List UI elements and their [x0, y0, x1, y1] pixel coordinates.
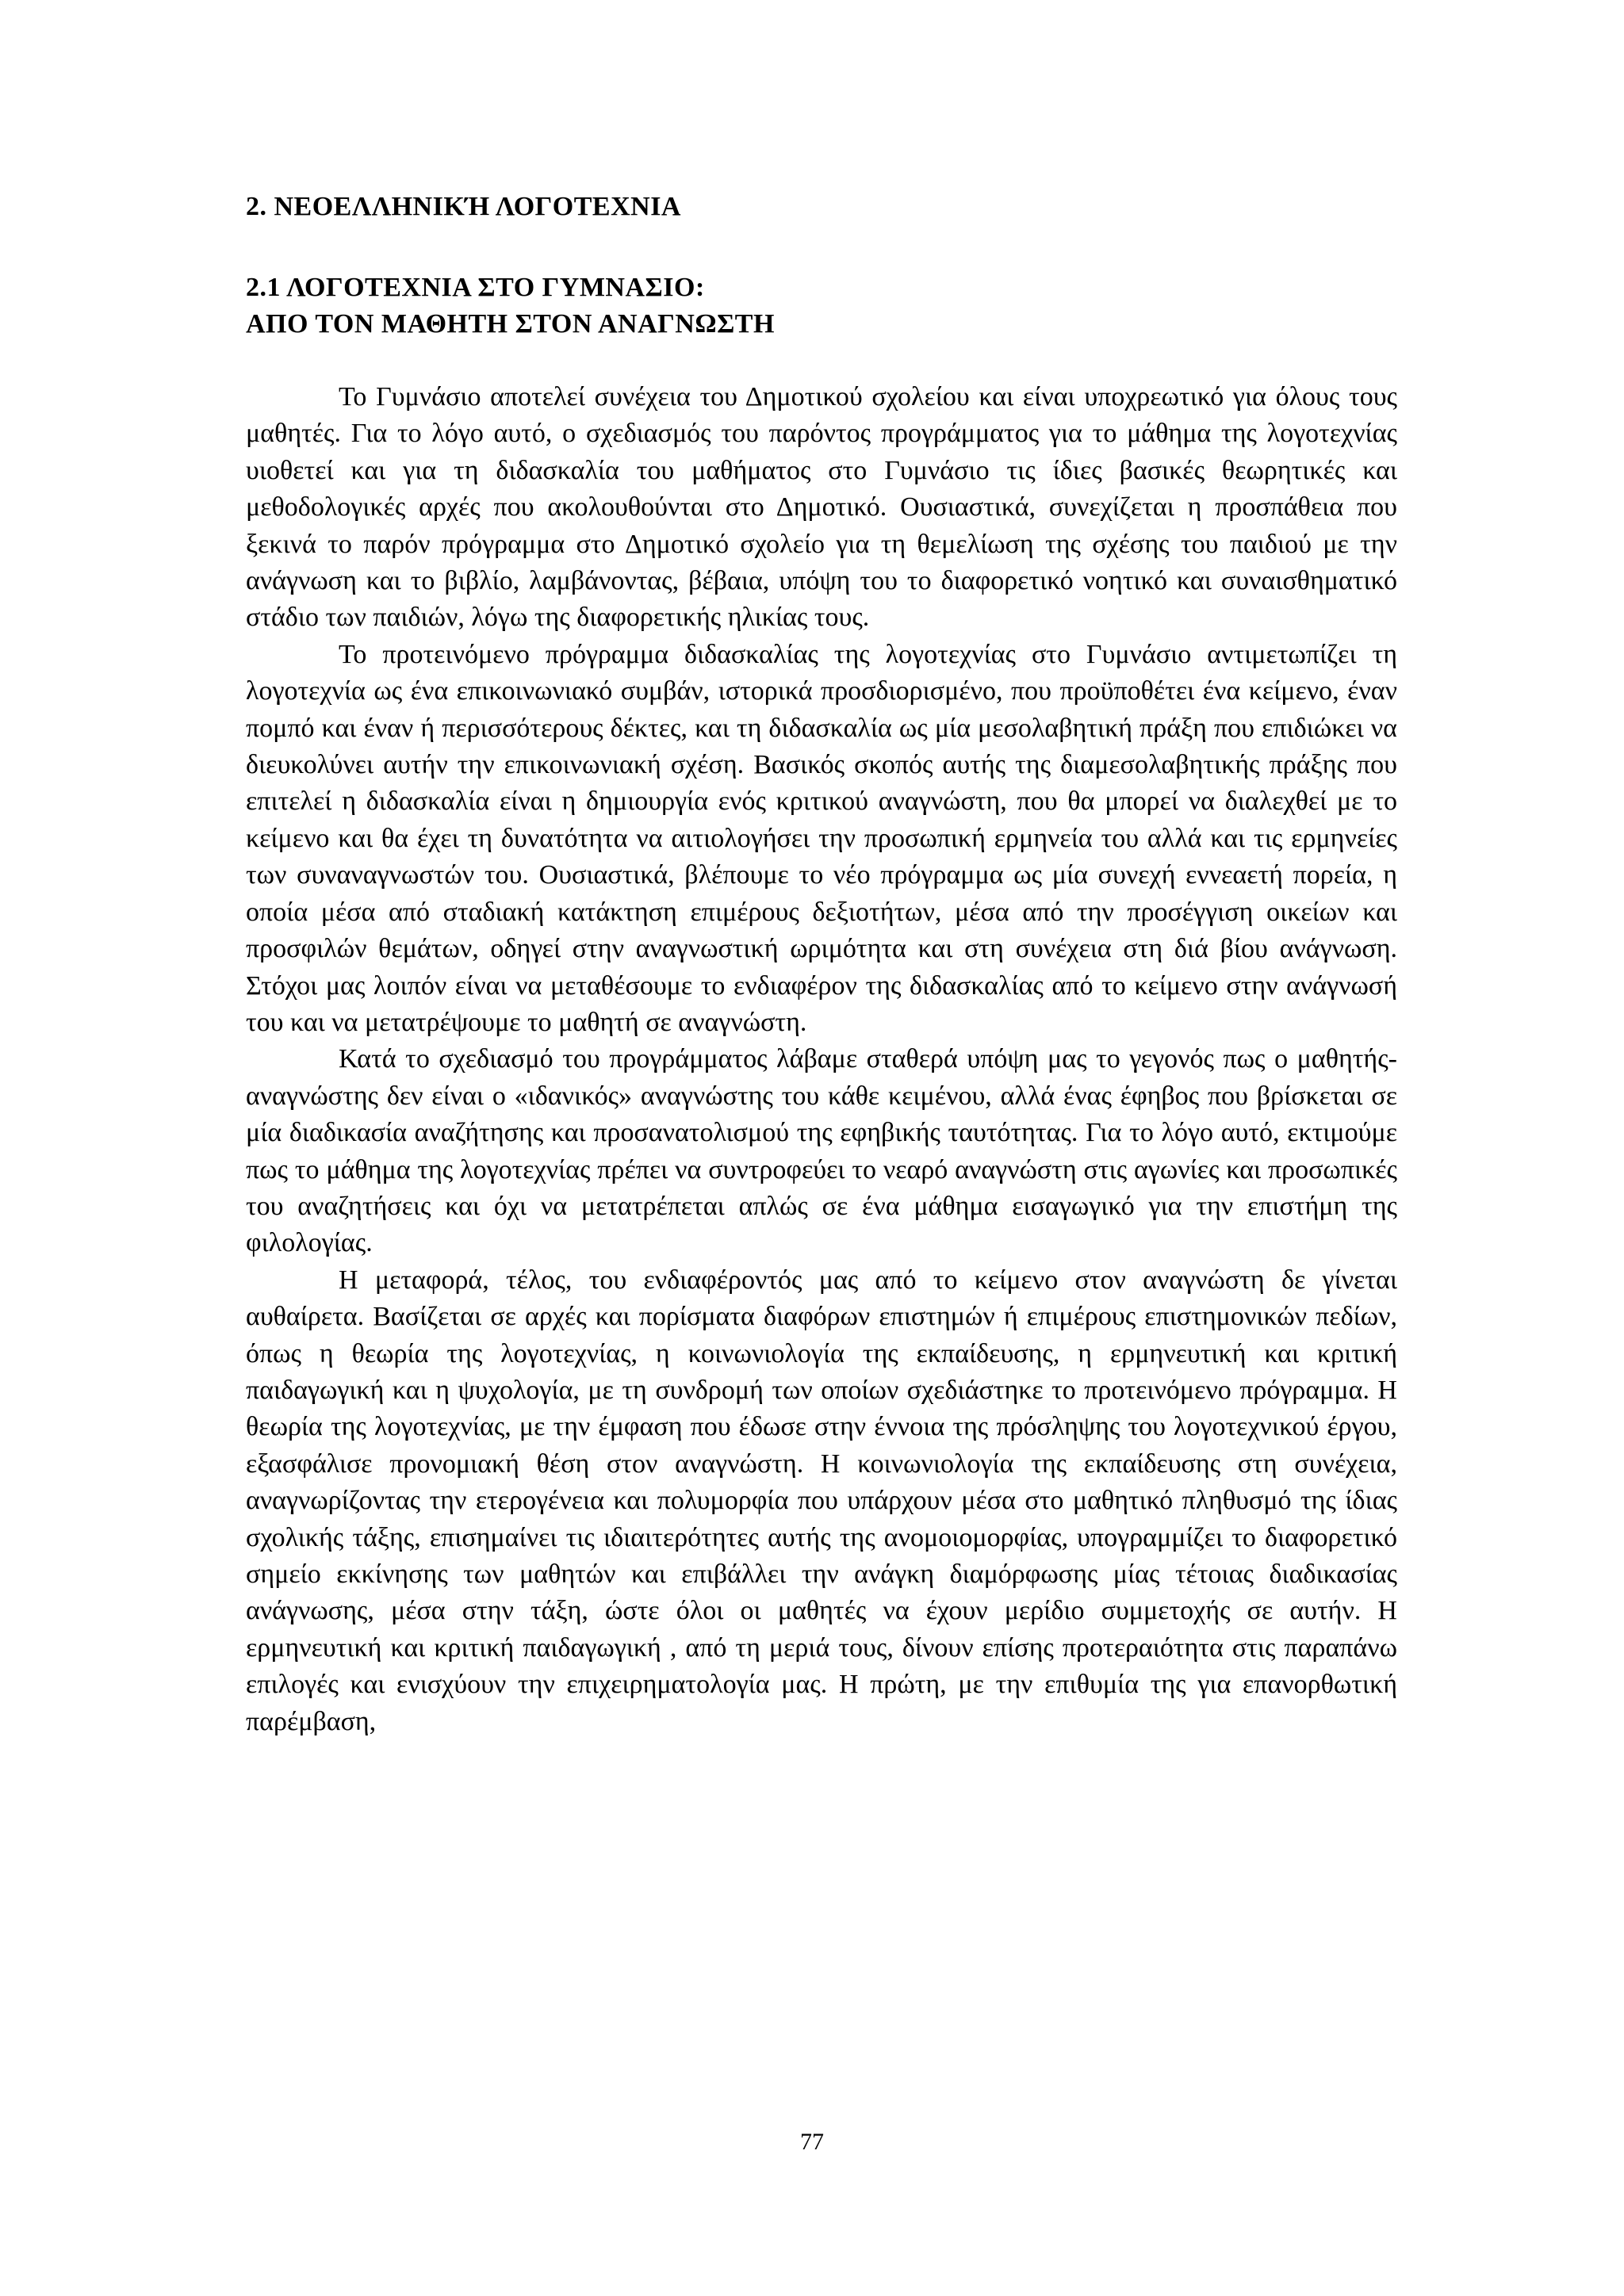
section-title-line-2: ΑΠΟ ΤΟΝ ΜΑΘΗΤΗ ΣΤΟΝ ΑΝΑΓΝΩΣΤΗ [246, 309, 775, 339]
page-number: 77 [800, 2129, 824, 2155]
page-content [246, 189, 1397, 1740]
section-title [246, 270, 1397, 342]
paragraph-3: Κατά το σχεδιασμό του προγράμματος λάβαμε σταθερά υπόψη μας το γεγονός πως ο μαθητής-αναγνώστης δεν είναι ο «ιδανικός» αναγνώστης του κάθε κειμένου, αλλά ένας έφηβος που βρίσκεται σε μία διαδικασία αναζήτησης και προσανατολισμού της εφηβικής ταυτότητας. Για το λόγο αυτό, εκτιμούμε πως το μάθημα της λογοτεχνίας πρέπει να συντροφεύει το νεαρό αναγνώστη στις αγωνίες και προσωπικές του αναζητήσεις και όχι να μετατρέπεται απλώς σε ένα μάθημα εισαγωγικό για την επιστήμη της φιλολογίας. [246, 1044, 1397, 1258]
paragraph-4: Η μεταφορά, τέλος, του ενδιαφέροντός μας από το κείμενο στον αναγνώστη δε γίνεται αυθαίρετα. Βασίζεται σε αρχές και πορίσματα διαφόρων επιστημών ή επιμέρους επιστημονικών πεδίων, όπως η θεωρία της λογοτεχνίας, η κοινωνιολογία της εκπαίδευσης, η ερμηνευτική και κριτική παιδαγωγική και η ψυχολογία, με τη συνδρομή των οποίων σχεδιάστηκε το προτεινόμενο πρόγραμμα. Η θεωρία της λογοτεχνίας, με την έμφαση που έδωσε στην έννοια της πρόσληψης του λογοτεχνικού έργου, εξασφάλισε προνομιακή θέση στον αναγνώστη. Η κοινωνιολογία της εκπαίδευσης στη συνέχεια, αναγνωρίζοντας την ετερογένεια και πολυμορφία που υπάρχουν μέσα στο μαθητικό πληθυσμό της ίδιας σχολικής τάξης, επισημαίνει τις ιδιαιτερότητες αυτής της ανομοιομορφίας, υπογραμμίζει το διαφορετικό σημείο εκκίνησης των μαθητών και επιβάλλει την ανάγκη διαμόρφωσης μίας τέτοιας διαδικασίας ανάγνωσης, μέσα στην τάξη, ώστε όλοι οι μαθητές να έχουν μερίδιο συμμετοχής σε αυτήν. Η ερμηνευτική και κριτική παιδαγωγική , από τη μεριά τους, δίνουν επίσης προτεραιότητα στις παραπάνω επιλογές και ενισχύουν την επιχειρηματολογία μας. Η πρώτη, με την επιθυμία της για επανορθωτική παρέμβαση, [246, 1265, 1397, 1736]
paragraph-1: Το Γυμνάσιο αποτελεί συνέχεια του Δημοτικού σχολείου και είναι υποχρεωτικό για όλους τους μαθητές. Για το λόγο αυτό, ο σχεδιασμός του παρόντος προγράμματος για το μάθημα της λογοτεχνίας υιοθετεί και για τη διδασκαλία του μαθήματος στο Γυμνάσιο τις ίδιες βασικές θεωρητικές και μεθοδολογικές αρχές που ακολουθούνται στο Δημοτικό. Ουσιαστικά, συνεχίζεται η προσπάθεια που ξεκινά το παρόν πρόγραμμα στο Δημοτικό σχολείο για τη θεμελίωση της σχέσης του παιδιού με την ανάγνωση και το βιβλίο, λαμβάνοντας, βέβαια, υπόψη του το διαφορετικό νοητικό και συναισθηματικό στάδιο των παιδιών, λόγω της διαφορετικής ηλικίας τους. [246, 382, 1397, 633]
section-title-line-1: 2.1 ΛΟΓΟΤΕΧΝΙΑ ΣΤΟ ΓΥΜΝΑΣΙΟ: [246, 273, 705, 302]
chapter-title: 2. ΝΕΟΕΛΛΗΝΙΚΉ ΛΟΓΟΤΕΧΝΙΑ [246, 192, 681, 221]
paragraph-2: Το προτεινόμενο πρόγραμμα διδασκαλίας της λογοτεχνίας στο Γυμνάσιο αντιμετωπίζει τη λογοτεχνία ως ένα επικοινωνιακό συμβάν, ιστορικά προσδιορισμένο, που προϋποθέτει ένα κείμενο, έναν πομπό και έναν ή περισσότερους δέκτες, και τη διδασκαλία ως μία μεσολαβητική πράξη που επιδιώκει να διευκολύνει αυτήν την επικοινωνιακή σχέση. Βασικός σκοπός αυτής της διαμεσολαβητικής πράξης που επιτελεί η διδασκαλία είναι η δημιουργία ενός κριτικού αναγνώστη, που θα μπορεί να διαλεχθεί με το κείμενο και θα έχει τη δυνατότητα να αιτιολογήσει την προσωπική ερμηνεία του αλλά και τις ερμηνείες των συναναγνωστών του. Ουσιαστικά, βλέπουμε το νέο πρόγραμμα ως μία συνεχή εννεαετή πορεία, η οποία μέσα από σταδιακή κατάκτηση επιμέρους δεξιοτήτων, μέσα από την προσέγγιση οικείων και προσφιλών θεμάτων, οδηγεί στην αναγνωστική ωριμότητα και στη συνέχεια στη διά βίου ανάγνωση. Στόχοι μας λοιπόν είναι να μεταθέσουμε το ενδιαφέρον της διδασκαλίας από το κείμενο στην ανάγνωσή του και να μετατρέψουμε το μαθητή σε αναγνώστη. [246, 639, 1397, 1037]
body-text [246, 379, 1397, 1740]
